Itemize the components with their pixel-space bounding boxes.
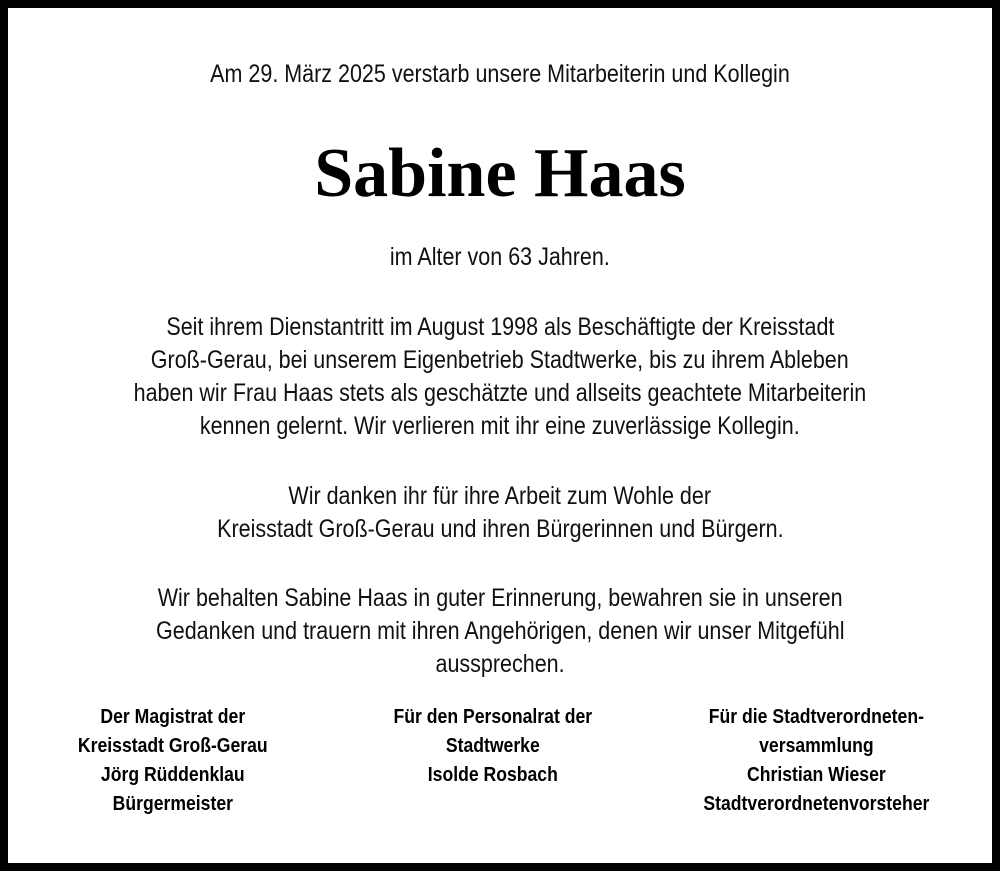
signature-personalrat: Für den Personalrat der Stadtwerke Isolde Rosbach xyxy=(393,706,593,786)
signature-magistrat: Der Magistrat der Kreisstadt Groß-Gerau Jörg Rüddenklau Bürgermeister xyxy=(78,706,268,815)
paragraph-line: aussprechen. xyxy=(435,650,565,678)
paragraph-line: Wir behalten Sabine Haas in guter Erinnerung, bewahren sie in unseren xyxy=(157,584,843,612)
deceased-name: Sabine Haas xyxy=(314,135,686,212)
paragraph-line: Kreisstadt Groß-Gerau und ihren Bürgerinnen und Bürgern. xyxy=(216,515,784,543)
paragraph-line: haben wir Frau Haas stets als geschätzte und allseits geachtete Mitarbeiterin xyxy=(133,379,867,407)
age-line: im Alter von 63 Jahren. xyxy=(390,243,610,271)
paragraph-line: Groß-Gerau, bei unserem Eigenbetrieb Stadtwerke, bis zu ihrem Ableben xyxy=(151,346,849,374)
paragraph-line: Seit ihrem Dienstantritt im August 1998 als Beschäftigte der Kreisstadt xyxy=(165,313,835,341)
paragraph-line: kennen gelernt. Wir verlieren mit ihr eine zuverlässige Kollegin. xyxy=(200,412,800,440)
paragraph-line: Wir danken ihr für ihre Arbeit zum Wohle der xyxy=(288,482,712,510)
obituary-notice xyxy=(8,8,992,863)
paragraph-line: Gedanken und trauern mit ihren Angehörigen, denen wir unser Mitgefühl xyxy=(155,617,845,645)
intro-line: Am 29. März 2025 verstarb unsere Mitarbeiterin und Kollegin xyxy=(210,60,790,88)
signature-stadtverordnetenversammlung: Für die Stadtverordneten- versammlung Christian Wieser Stadtverordnetenvorsteher xyxy=(703,706,929,815)
